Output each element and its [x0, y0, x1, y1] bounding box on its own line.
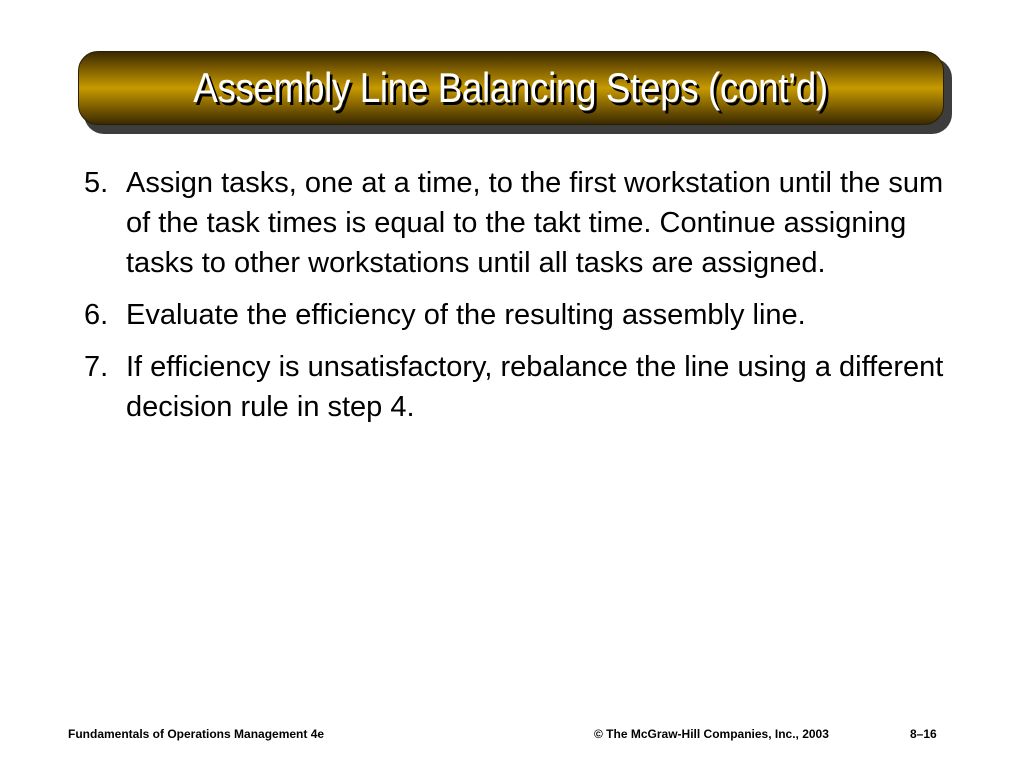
- step-number: 5.: [84, 167, 109, 199]
- step-number: 6.: [84, 299, 109, 331]
- step-text: Assign tasks, one at a time, to the first workstation until the sum of the task times is equal to the takt time. Continue assigning tasks to other workstations until all tasks are assigned.: [126, 167, 944, 279]
- footer-book-title: Fundamentals of Operations Management 4e: [68, 727, 325, 741]
- step-text: Evaluate the efficiency of the resulting assembly line.: [126, 299, 806, 331]
- title-bar: [78, 51, 944, 125]
- list-item-step-7: [84, 347, 944, 427]
- list-item-step-5: [84, 163, 944, 283]
- step-list: [84, 163, 944, 439]
- list-item-step-6: [84, 295, 944, 335]
- footer-copyright: © The McGraw-Hill Companies, Inc., 2003: [594, 727, 829, 741]
- step-text: If efficiency is unsatisfactory, rebalance the line using a different decision rule in step 4.: [126, 351, 944, 423]
- footer-slide-number: 8–16: [910, 727, 937, 741]
- step-number: 7.: [84, 351, 109, 383]
- slide-title: Assembly Line Balancing Steps (cont’d): [193, 64, 829, 111]
